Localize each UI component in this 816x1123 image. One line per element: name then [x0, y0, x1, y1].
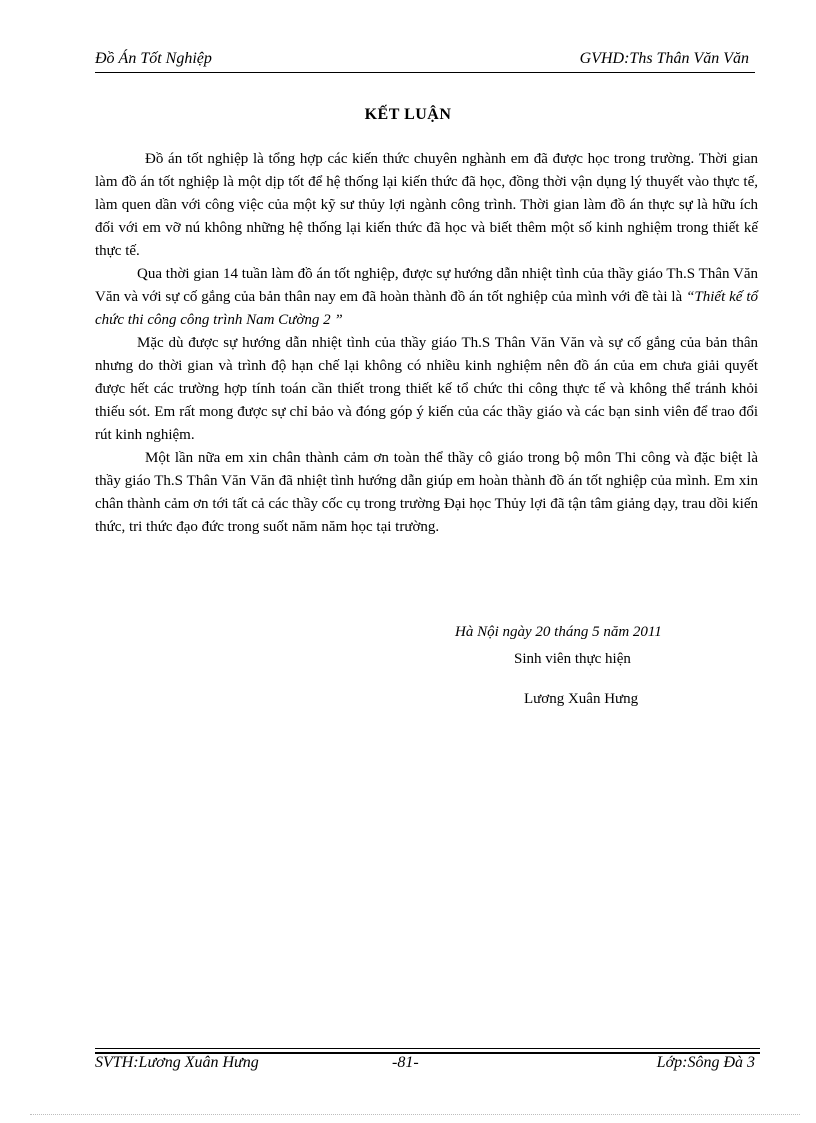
paragraph-2-text: Qua thời gian 14 tuần làm đồ án tốt nghiệp, được sự hướng dẫn nhiệt tình của thầy giáo Th.S Thân Văn Văn và với sự cố gắng của bản thân nay em đã hoàn thành đồ án tốt nghiệp của mình với đề tài là — [95, 266, 758, 305]
page-header — [95, 50, 755, 73]
footer-class: Lớp:Sông Đà 3 — [656, 1054, 755, 1071]
signature-name: Lương Xuân Hưng — [524, 691, 639, 707]
paragraph-1: Đồ án tốt nghiệp là tổng hợp các kiến thức chuyên nghành em đã được học trong trường. Thời gian làm đồ án tốt nghiệp là một dịp tốt để hệ thống lại kiến thức đã học, đồng thời vận dụng lý thuyết vào thực tế, làm quen dần với công việc của một kỹ sư thủy lợi ngành công trình. Thời gian làm đồ án thực sự là hữu ích đối với em vỡ nú không những hệ thống lại kiến thức đã học và biết thêm một số kinh nghiệm trong thiết kế thực tế. — [95, 151, 758, 259]
header-document-title: Đồ Án Tốt Nghiệp — [95, 50, 212, 67]
page-footer — [95, 1054, 760, 1076]
footer-page-number: -81- — [392, 1054, 419, 1071]
paragraph-2 — [95, 263, 758, 332]
project-title-quote: “Thiết kế tổ chức thi công công trình Nam Cường 2 ” — [95, 289, 758, 328]
paragraph-3: Mặc dù được sự hướng dẫn nhiệt tình của thầy giáo Th.S Thân Văn Văn và sự cố gắng của bản thân nhưng do thời gian và trình độ hạn chế lại không có nhiều kinh nghiệm nên đồ án của em chưa giải quyết được hết các trường hợp tính toán cần thiết trong thiết kế tổ chức thi công thực tế và không thể tránh khỏi thiếu sót. Em rất mong được sự chỉ bảo và đóng góp ý kiến của các thầy giáo và các bạn sinh viên để trao đổi rút kinh nghiệm. — [95, 335, 758, 443]
page-edge-divider — [30, 1114, 800, 1115]
header-supervisor: GVHD:Ths Thân Văn Văn — [579, 50, 749, 67]
footer-divider-thin — [95, 1048, 760, 1049]
signature-date: Hà Nội ngày 20 tháng 5 năm 2011 — [455, 624, 662, 640]
section-title: KẾT LUẬN — [364, 106, 452, 123]
conclusion-body — [95, 148, 758, 539]
footer-student: SVTH:Lương Xuân Hưng — [95, 1054, 259, 1071]
signature-role: Sinh viên thực hiện — [514, 651, 631, 667]
paragraph-4: Một lần nữa em xin chân thành cảm ơn toàn thể thầy cô giáo trong bộ môn Thi công và đặc biệt là thầy giáo Th.S Thân Văn Văn đã nhiệt tình hướng dẫn giúp em hoàn thành đồ án tốt nghiệp của mình. Em xin chân thành cảm ơn tới tất cả các thầy cốc cụ trong trường Đại học Thủy lợi đã tận tâm giảng dạy, trau dồi kiến thức, tri thức đạo đức trong suốt năm năm học tại trường. — [95, 450, 758, 535]
